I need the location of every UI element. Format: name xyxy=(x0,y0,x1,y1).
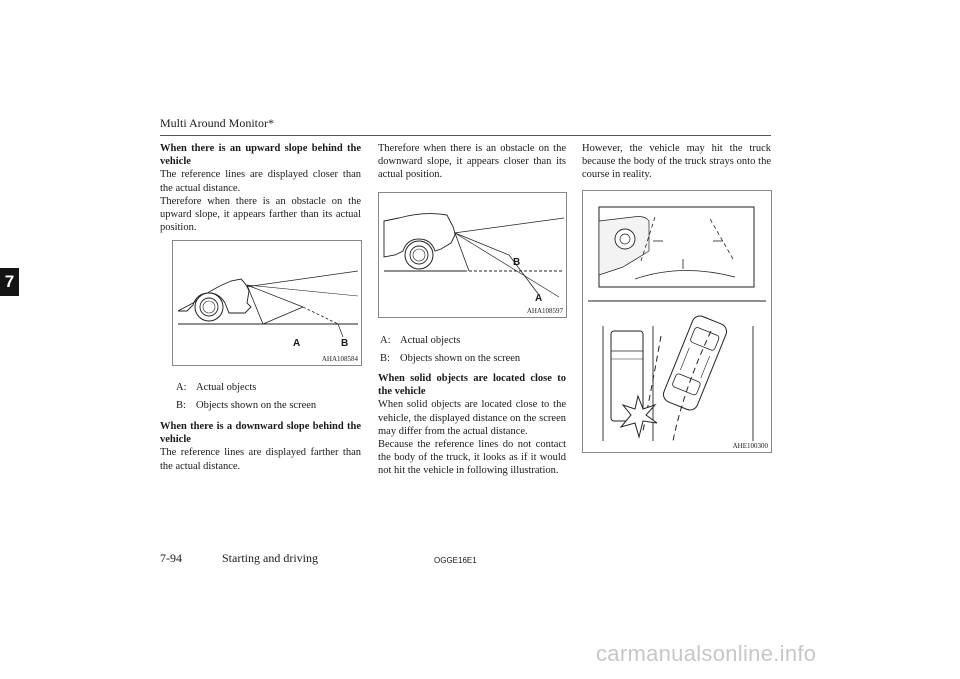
upward-slope-para-2: Therefore when there is an obstacle on the upward slope, it appears farther than its actual position. xyxy=(160,195,361,234)
camera-view-upper xyxy=(454,218,564,233)
upward-slope-heading: When there is an upward slope behind the vehicle xyxy=(160,143,361,168)
truck-collision-figure xyxy=(582,190,772,453)
column-1-text-top xyxy=(160,142,361,234)
chapter-tab: 7 xyxy=(0,268,19,296)
solid-objects-para-1: When solid objects are located close to the vehicle, the displayed distance on the screen may differ from the actual distance. xyxy=(378,399,566,437)
leader-b xyxy=(338,324,343,337)
downward-legend xyxy=(380,334,565,365)
downward-slope-para-1: The reference lines are displayed farther than the actual distance. xyxy=(160,447,361,472)
header-rule xyxy=(160,135,771,136)
manual-code: OGGE16E1 xyxy=(434,556,477,565)
truck-hit-para: However, the vehicle may hit the truck because the body of the truck strays onto the course in reality. xyxy=(582,143,771,181)
camera-view-upper xyxy=(245,271,358,287)
column-2-text-bottom xyxy=(378,372,566,478)
downward-slope-heading: When there is a downward slope behind the vehicle xyxy=(160,421,361,446)
label-a: A xyxy=(535,293,543,304)
figure-code: AHE100300 xyxy=(732,442,768,450)
upward-legend xyxy=(176,381,361,412)
solid-objects-heading: When solid objects are located close to the vehicle xyxy=(378,373,566,398)
ray-down xyxy=(455,233,469,271)
label-a: A xyxy=(293,338,301,349)
legend-row-b: B: Objects shown on the screen xyxy=(176,400,317,411)
label-b: B xyxy=(513,257,521,268)
downward-slope-para-2: Therefore when there is an obstacle on the downward slope, it appears closer than its actual position. xyxy=(378,143,566,181)
section-title: Starting and driving xyxy=(222,551,318,565)
solid-objects-para-2: Because the reference lines do not contact the body of the truck, it looks as if it would not hit the vehicle in following illustration. xyxy=(378,439,566,477)
figure-code: AHA108597 xyxy=(526,307,563,315)
column-2-text-top xyxy=(378,142,566,182)
column-3-text xyxy=(582,142,771,182)
label-b: B xyxy=(341,338,349,349)
slope-line xyxy=(247,285,358,296)
watermark: carmanualsonline.info xyxy=(596,641,817,666)
car-top-view xyxy=(661,314,729,413)
upward-slope-figure xyxy=(172,240,362,366)
figure-code: AHA108584 xyxy=(321,355,358,363)
upward-slope-para-1: The reference lines are displayed closer than the actual distance. xyxy=(160,169,361,194)
page-header-title: Multi Around Monitor* xyxy=(160,116,275,130)
slope-line xyxy=(455,233,559,297)
truck-collision-diagram xyxy=(583,191,771,452)
upward-slope-diagram xyxy=(173,241,361,365)
ray-down xyxy=(247,285,263,324)
legend-row-b: B: Objects shown on the screen xyxy=(380,353,521,364)
ray-center xyxy=(455,233,509,255)
column-1-text-bottom xyxy=(160,420,361,473)
page-number: 7-94 xyxy=(160,551,182,565)
downward-slope-figure xyxy=(378,192,567,318)
legend-row-a: A: Actual objects xyxy=(380,335,461,346)
legend-row-a: A: Actual objects xyxy=(176,382,257,393)
ray-center xyxy=(247,285,303,307)
